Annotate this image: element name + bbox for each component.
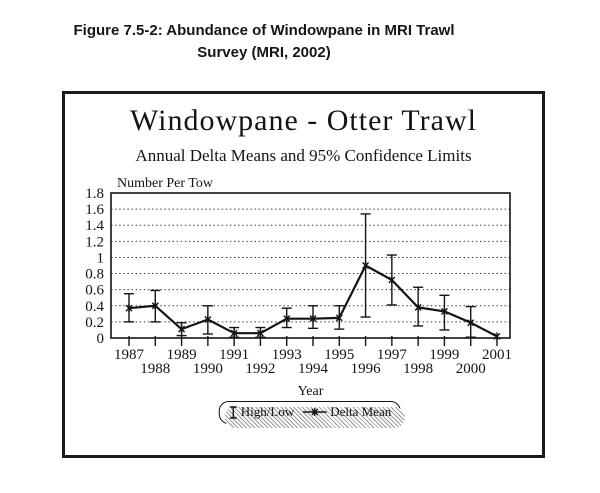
line-marker-icon bbox=[303, 406, 327, 418]
y-tick-label: 0.4 bbox=[85, 298, 104, 315]
y-tick-label: 0.8 bbox=[85, 266, 104, 283]
figure-caption bbox=[0, 20, 528, 64]
chart-subtitle: Annual Delta Means and 95% Confidence Limits bbox=[135, 146, 472, 165]
x-tick-label: 1996 bbox=[350, 361, 381, 377]
x-tick-label: 2000 bbox=[455, 361, 486, 377]
legend-item-highlow bbox=[229, 404, 294, 420]
y-tick-label: 1.2 bbox=[85, 234, 104, 251]
figure-caption-line1: Figure 7.5-2: Abundance of Windowpane in MRI Trawl bbox=[73, 22, 455, 39]
chart-legend bbox=[219, 401, 401, 424]
x-tick-label: 2001 bbox=[482, 347, 512, 363]
y-axis-title: Number Per Tow bbox=[117, 176, 213, 191]
y-tick-label: 1.4 bbox=[85, 218, 104, 235]
y-tick-label: 0 bbox=[96, 331, 104, 347]
x-tick-label: 1988 bbox=[140, 361, 171, 377]
x-tick-label: 1994 bbox=[298, 361, 328, 377]
legend-label-highlow: High/Low bbox=[240, 404, 295, 419]
x-tick-label: 1997 bbox=[376, 347, 407, 363]
y-tick-label: 0.2 bbox=[85, 314, 104, 331]
x-tick-label: 1999 bbox=[429, 347, 460, 363]
error-bar-icon bbox=[229, 405, 238, 420]
x-tick-label: 1992 bbox=[245, 361, 276, 377]
x-tick-label: 1993 bbox=[271, 347, 302, 363]
y-axis-tick-labels bbox=[85, 186, 104, 347]
x-axis-title: Year bbox=[297, 384, 324, 398]
abundance-line-chart bbox=[62, 170, 545, 398]
y-tick-label: 0.6 bbox=[85, 282, 104, 299]
x-axis bbox=[114, 336, 512, 377]
y-tick-label: 1 bbox=[96, 250, 104, 267]
x-tick-label: 1995 bbox=[324, 347, 355, 363]
x-tick-label: 1987 bbox=[114, 347, 144, 363]
legend-item-deltamean bbox=[303, 404, 391, 420]
y-tick-label: 1.6 bbox=[85, 202, 104, 219]
figure-caption-line2: Survey (MRI, 2002) bbox=[197, 44, 331, 61]
chart-title: Windowpane - Otter Trawl bbox=[130, 104, 477, 137]
gridlines bbox=[111, 209, 510, 322]
x-tick-label: 1990 bbox=[192, 361, 223, 377]
x-tick-label: 1998 bbox=[403, 361, 434, 377]
x-tick-label: 1989 bbox=[166, 347, 197, 363]
legend-label-deltamean: Delta Mean bbox=[330, 404, 392, 419]
x-tick-label: 1991 bbox=[219, 347, 250, 363]
y-tick-label: 1.8 bbox=[85, 186, 104, 202]
